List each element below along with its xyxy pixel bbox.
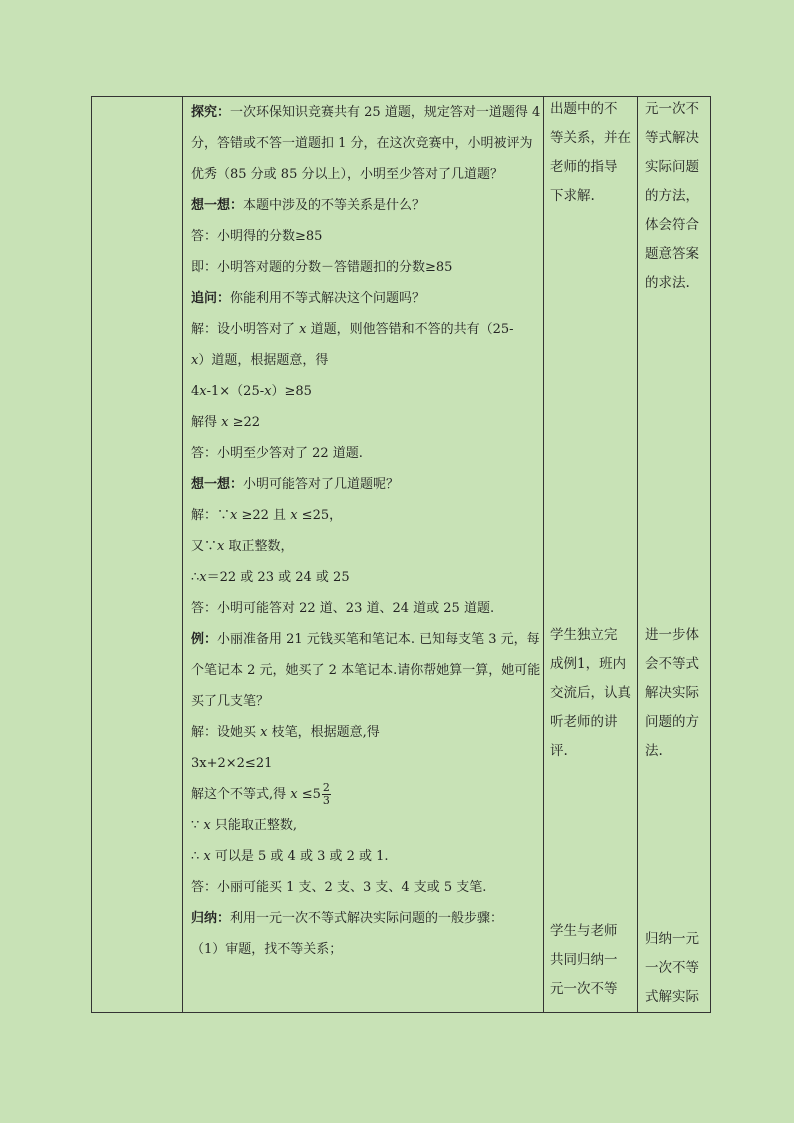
step1-line: （1）审题，找不等关系； (191, 942, 343, 957)
solve2-line: 解这个不等式,得 x ≤5 $\frac{2}{3}$ (191, 781, 330, 807)
design-intent-1: 元一次不 等式解决 实际问题 的方法， 体会符合 题意答案 的求法. (645, 101, 699, 291)
design-intent-2: 进一步体 会不等式 解决实际 问题的方 法. (645, 627, 699, 759)
inequality2-line: 3x+2×2≤21 (191, 756, 273, 771)
solution3-line: 解：设她买 x 枝笔，根据题意,得 (191, 725, 380, 740)
example-paragraph: 例：小丽准备用 21 元钱买笔和笔记本. 已知每支笔 3 元，每个笔记本 2 元，她买了 2 本笔记本.请你帮她算一算，她可能买了几支笔？ (191, 632, 541, 709)
solve1-line: 解得 x ≥22 (191, 415, 261, 430)
summary-label: 归纳： (191, 911, 231, 926)
think1-label: 想一想： (191, 198, 244, 213)
column-divider (543, 97, 544, 1012)
therefore-line: ∴ x 可以是 5 或 4 或 3 或 2 或 1. (191, 849, 389, 864)
think2-label: 想一想： (191, 477, 244, 492)
explore-paragraph (191, 97, 541, 190)
answer2-line: 答：小明至少答对了 22 道题. (191, 446, 363, 461)
inequality1-line: 4x-1×（25-x）≥85 (191, 384, 312, 399)
student-activity-2: 学生独立完 成例1，班内 交流后，认真 听老师的讲 评. (550, 627, 631, 759)
followup-label: 追问： (191, 291, 231, 306)
think2-line: 想一想：小明可能答对了几道题呢？ (191, 477, 400, 492)
think1-line: 想一想：本题中涉及的不等关系是什么？ (191, 198, 426, 213)
solution2-line: 解：∵x ≥22 且 x ≤25， (191, 508, 343, 523)
followup-line: 追问：你能利用不等式解决这个问题吗？ (191, 291, 426, 306)
answer1b-line: 即：小明答对题的分数－答错题扣的分数≥85 (191, 260, 453, 275)
column-divider (637, 97, 638, 1012)
design-intent-3: 归纳一元 一次不等 式解实际 (645, 931, 699, 1005)
summary-line: 归纳：利用一元一次不等式解决实际问题的一般步骤： (191, 911, 504, 926)
teaching-content (191, 97, 541, 965)
so-line: ∴x＝22 或 23 或 24 或 25 (191, 570, 350, 585)
answer4-line: 答：小丽可能买 1 支、2 支、3 支、4 支或 5 支笔. (191, 880, 487, 895)
column-divider (182, 97, 183, 1012)
because-line: ∵ x 只能取正整数, (191, 818, 298, 833)
explore-text: 一次环保知识竞赛共有 25 道题，规定答对一道题得 4 分，答错或不答一道题扣 1 分，在这次竞赛中，小明被评为优秀（85 分或 85 分以上），小明至少答对了几道题？ (191, 105, 541, 182)
explore-label: 探究： (191, 105, 231, 120)
answer1-line: 答：小明得的分数≥85 (191, 229, 323, 244)
example-label: 例： (191, 632, 218, 647)
student-activity-3: 学生与老师 共同归纳一 元一次不等 (550, 923, 618, 997)
solution1-paragraph: 解：设小明答对了 x 道题，则他答错和不答的共有（25- x）道题，根据题意，得 (191, 322, 514, 368)
lesson-table (91, 96, 711, 1013)
fraction: $\frac{2}{3}$ (322, 781, 330, 807)
answer3-line: 答：小明可能答对 22 道、23 道、24 道或 25 道题. (191, 601, 495, 616)
also-line: 又∵x 取正整数， (191, 539, 294, 554)
student-activity-1: 出题中的不 等关系，并在 老师的指导 下求解. (550, 101, 631, 204)
